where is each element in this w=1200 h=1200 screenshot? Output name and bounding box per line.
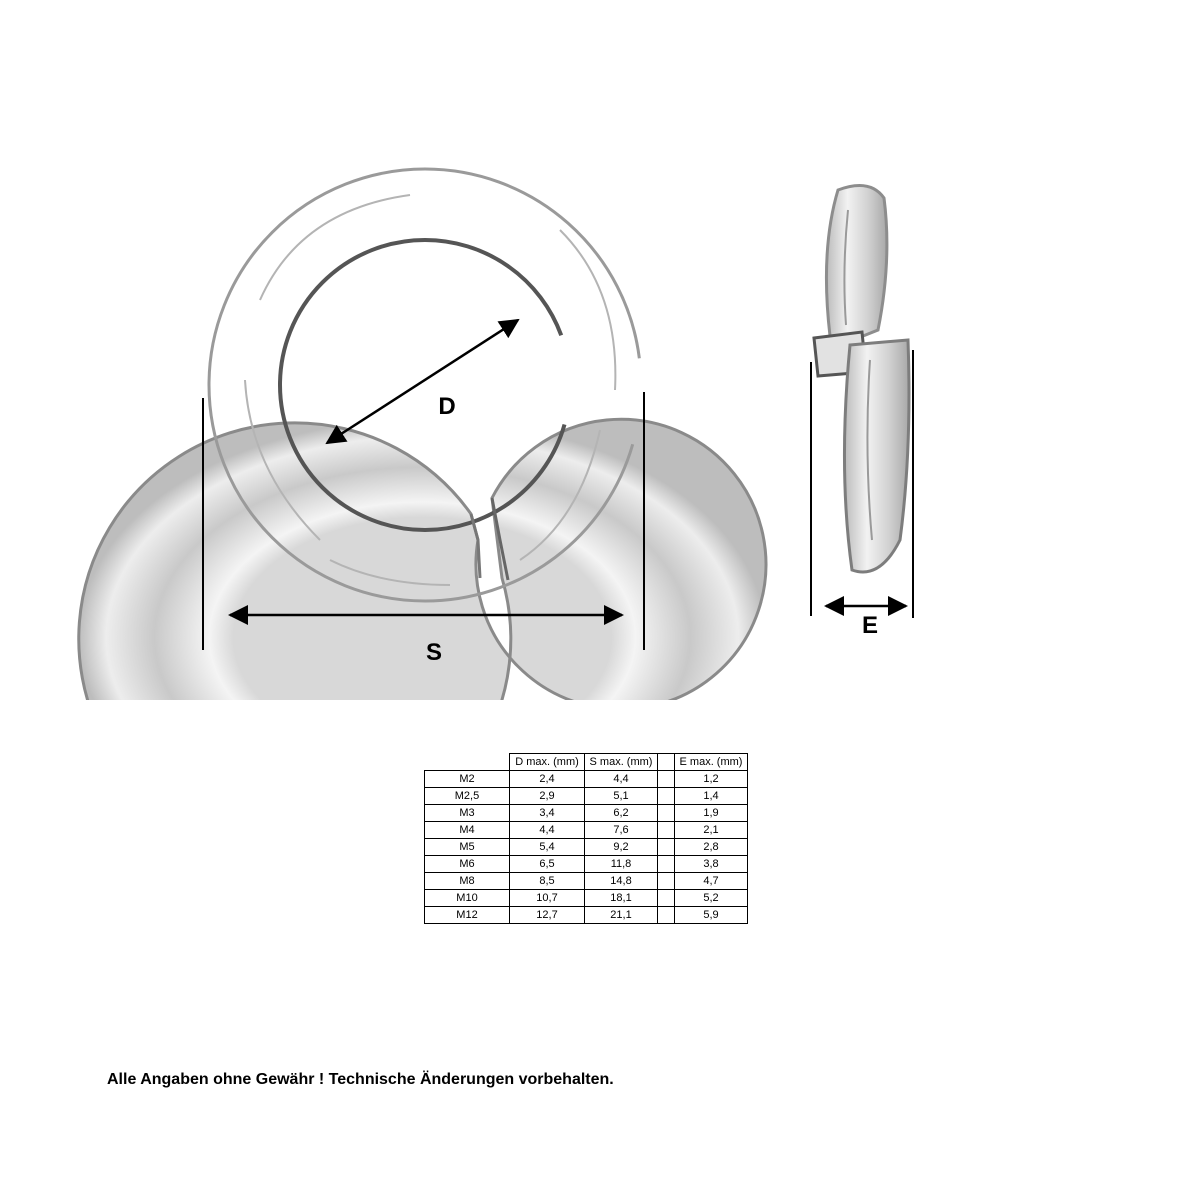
table-cell: 6,2 [585,805,658,822]
table-cell: M6 [425,856,510,873]
table-cell: 1,9 [675,805,748,822]
table-cell: 5,4 [510,839,585,856]
table-header: S max. (mm) [585,754,658,771]
table-cell: 4,4 [585,771,658,788]
table-cell: 9,2 [585,839,658,856]
table-row [425,839,748,856]
dimension-table [424,753,748,924]
table-row [425,907,748,924]
table-cell: M2,5 [425,788,510,805]
table-cell [658,856,675,873]
table-row [425,856,748,873]
table-header: D max. (mm) [510,754,585,771]
washer-front-view [79,169,766,700]
table-cell: M10 [425,890,510,907]
table-cell: 12,7 [510,907,585,924]
table-row [425,805,748,822]
table-header: E max. (mm) [675,754,748,771]
table-header-row [425,754,748,771]
table-cell: 4,4 [510,822,585,839]
table-cell: 5,2 [675,890,748,907]
table-cell: 4,7 [675,873,748,890]
table-cell: M2 [425,771,510,788]
table-cell: M12 [425,907,510,924]
table-cell: 6,5 [510,856,585,873]
table-cell: 11,8 [585,856,658,873]
table-cell: M5 [425,839,510,856]
table-row [425,822,748,839]
table-row [425,771,748,788]
table-row [425,873,748,890]
label-d: D [438,393,456,420]
table-cell [658,839,675,856]
table-cell: 18,1 [585,890,658,907]
table-cell: 2,1 [675,822,748,839]
table-row [425,890,748,907]
table-cell [658,771,675,788]
table-cell: 1,2 [675,771,748,788]
washer-side-view [814,186,909,573]
table-cell: 5,9 [675,907,748,924]
label-s: S [425,639,443,666]
table-cell: 2,9 [510,788,585,805]
table-cell [658,805,675,822]
table-cell: 14,8 [585,873,658,890]
table-cell [658,890,675,907]
table-header [658,754,675,771]
table-cell: 7,6 [585,822,658,839]
table-cell [658,788,675,805]
table-row [425,788,748,805]
table-cell: 5,1 [585,788,658,805]
disclaimer-text: Alle Angaben ohne Gewähr ! Technische Änderungen vorbehalten. [107,1071,614,1088]
table-cell: M8 [425,873,510,890]
table-cell: 2,8 [675,839,748,856]
table-cell: 3,4 [510,805,585,822]
table-cell: 10,7 [510,890,585,907]
label-e: E [861,612,879,639]
table-cell: 21,1 [585,907,658,924]
table-cell [658,822,675,839]
table-cell: 8,5 [510,873,585,890]
table-cell: 1,4 [675,788,748,805]
table-cell [658,873,675,890]
table-cell: 3,8 [675,856,748,873]
table-cell [658,907,675,924]
table-cell: 2,4 [510,771,585,788]
table-header [425,754,510,771]
table-cell: M4 [425,822,510,839]
table-cell: M3 [425,805,510,822]
dimension-d [327,320,518,443]
